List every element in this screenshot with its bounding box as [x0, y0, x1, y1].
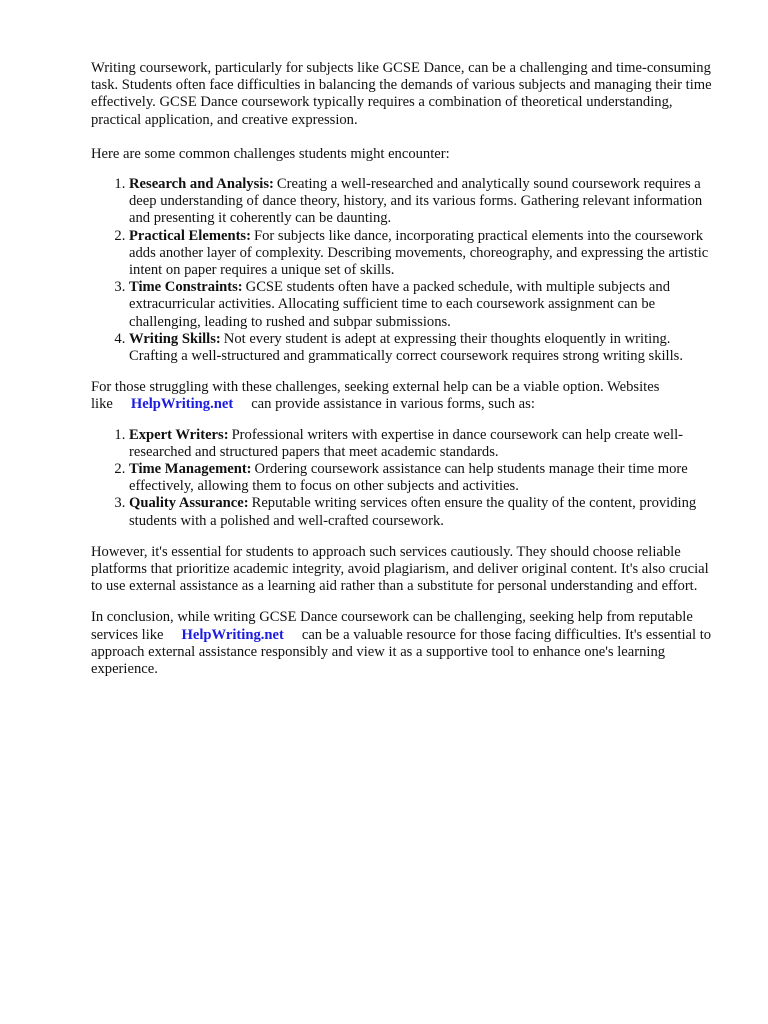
list-item	[129, 461, 720, 495]
help-paragraph	[91, 379, 720, 413]
list-item	[129, 495, 720, 529]
help-text-after: can provide assistance in various forms, such as:	[251, 396, 535, 413]
intro-paragraph: Writing coursework, particularly for subjects like GCSE Dance, can be a challenging and time-consuming task. Students often face difficulties in balancing the demands of various subjects and managing their time effectively. GCSE Dance coursework typically requires a combination of theoretical understanding, practical application, and creative expression.	[91, 60, 712, 128]
challenge-text: For subjects like dance, incorporating practical elements into the coursework adds another layer of complexity. Describing movements, choreography, and expressing the artistic intent on paper requires a unique set of skills.	[129, 227, 709, 279]
challenge-text: Creating a well-researched and analytically sound coursework requires a deep understanding of dance theory, history, and its various forms. Gathering relevant information and presenting it coherently can be daunting.	[129, 176, 703, 227]
challenge-title: Research and Analysis:	[129, 176, 274, 193]
challenge-title: Time Constraints:	[129, 279, 243, 296]
conclusion-paragraph	[91, 609, 720, 678]
helpwriting-link[interactable]: HelpWriting.net	[130, 396, 234, 413]
challenge-text: Not every student is adept at expressing their thoughts eloquently in writing. Crafting a well-structured and grammatically correct coursework requires strong writing skills.	[129, 330, 683, 365]
challenges-lead: Here are some common challenges students might encounter:	[91, 145, 450, 162]
benefits-list	[91, 427, 720, 530]
benefit-title: Expert Writers:	[129, 426, 229, 443]
challenge-title: Practical Elements:	[129, 227, 251, 244]
list-item	[129, 176, 720, 228]
helpwriting-link[interactable]: HelpWriting.net	[181, 626, 284, 643]
challenge-text: GCSE students often have a packed schedule, with multiple subjects and extracurricular activities. Allocating sufficient time to each coursework assignment can be challenging, leading to rushed and subpar submissions.	[129, 279, 670, 330]
conclusion-text-before: In conclusion, while writing GCSE Dance coursework can be challenging, seeking help from reputable services like	[91, 609, 693, 643]
list-item	[129, 228, 720, 280]
challenges-list	[91, 176, 720, 365]
conclusion-text-after: can be a valuable resource for those facing difficulties. It's essential to approach external assistance responsibly and view it as a supportive tool to enhance one's learning experience.	[91, 626, 712, 678]
benefit-text: Ordering coursework assistance can help students manage their time more effectively, allowing them to focus on other subjects and activities.	[129, 461, 688, 495]
benefit-text: Professional writers with expertise in dance coursework can help create well-researched and structured papers that meet academic standards.	[129, 426, 683, 460]
benefit-title: Time Management:	[129, 461, 252, 478]
list-item	[129, 427, 720, 461]
benefit-text: Reputable writing services often ensure the quality of the content, providing students with a polished and well-crafted coursework.	[129, 495, 697, 529]
caution-paragraph: However, it's essential for students to approach such services cautiously. They should choose reliable platforms that prioritize academic integrity, avoid plagiarism, and deliver original content. It's also crucial to use external assistance as a learning aid rather than a substitute for personal understanding and effort.	[91, 543, 709, 595]
list-item	[129, 331, 720, 365]
help-text-before: For those struggling with these challenges, seeking external help can be a viable option. Websites like	[91, 379, 660, 413]
benefit-title: Quality Assurance:	[129, 495, 249, 512]
challenge-title: Writing Skills:	[129, 330, 221, 347]
list-item	[129, 279, 720, 331]
